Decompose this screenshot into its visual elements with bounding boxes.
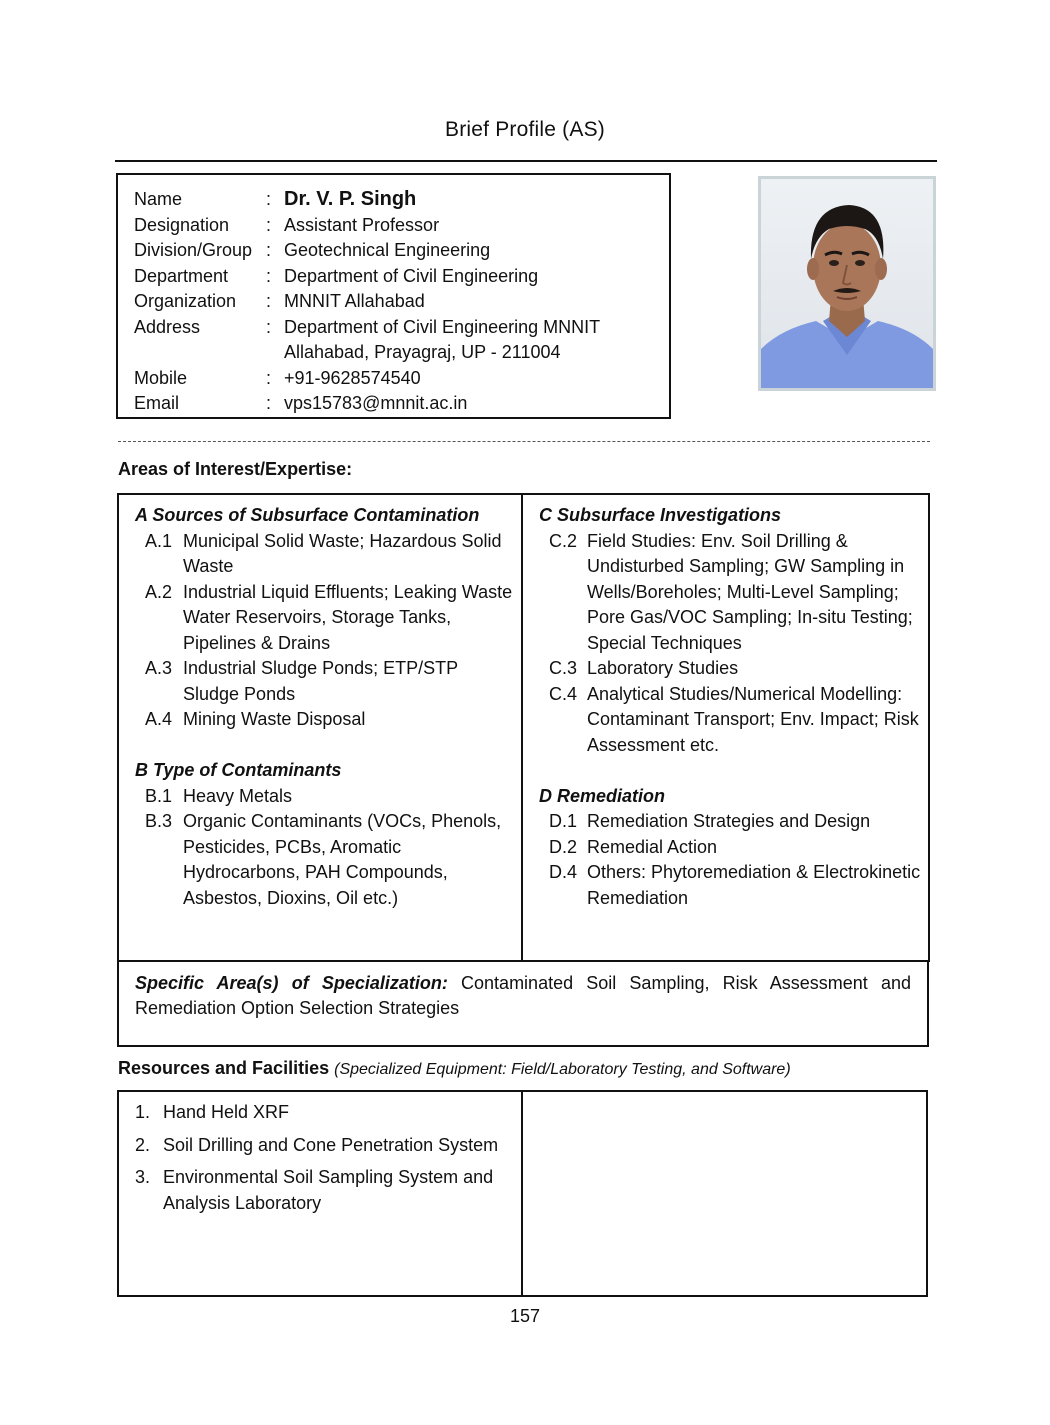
item-text: Industrial Liquid Effluents; Leaking Waste Water Reservoirs, Storage Tanks, Pipelines & Drains	[183, 581, 513, 653]
address-line1: Department of Civil Engineering MNNIT	[284, 317, 601, 337]
list-item	[539, 656, 924, 682]
title-rule	[115, 160, 937, 162]
organization-colon: :	[266, 291, 272, 311]
item-text: Field Studies: Env. Soil Drilling & Undisturbed Sampling; GW Sampling in Wells/Boreholes; Multi-Level Sampling; Pore Gas/VOC Sampling; In-situ Testing; Special Techniques	[587, 530, 913, 653]
designation-label: Designation	[134, 215, 230, 235]
division-label: Division/Group	[134, 240, 253, 260]
list-item	[539, 809, 924, 835]
list-item	[135, 1165, 515, 1216]
item-code: A.2	[145, 581, 173, 602]
resources-note: (Specialized Equipment: Field/Laboratory Testing, and Software)	[334, 1061, 791, 1078]
areas-column-divider	[521, 493, 523, 962]
item-text: Municipal Solid Waste; Hazardous Solid Waste	[183, 530, 502, 576]
item-text: Organic Contaminants (VOCs, Phenols, Pesticides, PCBs, Aromatic Hydrocarbons, PAH Compounds, Asbestos, Dioxins, Oil etc.)	[183, 811, 502, 908]
page-title: Brief Profile (AS)	[445, 118, 605, 141]
address-line2: Allahabad, Prayagraj, UP - 211004	[284, 342, 561, 362]
list-item	[539, 529, 924, 657]
item-number: 1.	[135, 1102, 151, 1122]
item-code: A.3	[145, 658, 173, 678]
specialization-text: Contaminated Soil Sampling, Risk Assessment and Remediation Option Selection Strategies	[135, 973, 911, 1018]
specialization-label: Specific Area(s) of Specialization:	[135, 973, 448, 993]
specialization-box	[117, 960, 929, 1047]
email-colon: :	[266, 393, 272, 413]
mobile-label: Mobile	[134, 368, 188, 388]
resources-heading: Resources and Facilities	[118, 1058, 330, 1078]
address-label: Address	[134, 317, 201, 337]
designation-value: Assistant Professor	[284, 215, 440, 235]
list-item	[135, 656, 515, 707]
areas-right-column	[539, 503, 924, 911]
item-text: Others: Phytoremediation & Electrokinetic Remediation	[587, 862, 921, 908]
mobile-value: +91-9628574540	[284, 368, 421, 388]
item-code: C.4	[549, 683, 578, 704]
profile-photo	[758, 176, 936, 391]
address-colon: :	[266, 317, 272, 337]
resources-list	[135, 1100, 515, 1223]
resources-heading-row	[118, 1058, 791, 1079]
item-text: Soil Drilling and Cone Penetration System	[163, 1134, 499, 1155]
item-code: A.4	[145, 709, 173, 729]
item-text: Analytical Studies/Numerical Modelling: Contaminant Transport; Env. Impact; Risk Assessment etc.	[587, 683, 919, 755]
category-a-title: A Sources of Subsurface Contamination	[135, 505, 480, 525]
organization-value: MNNIT Allahabad	[284, 291, 425, 311]
mobile-colon: :	[266, 368, 272, 388]
areas-heading: Areas of Interest/Expertise:	[118, 459, 353, 479]
category-c-title: C Subsurface Investigations	[539, 505, 782, 525]
item-text: Environmental Soil Sampling System and Analysis Laboratory	[163, 1167, 494, 1213]
organization-label: Organization	[134, 291, 237, 311]
name-label: Name	[134, 189, 183, 209]
department-value: Department of Civil Engineering	[284, 266, 539, 286]
page-number: 157	[509, 1306, 541, 1326]
department-colon: :	[266, 266, 272, 286]
item-text: Hand Held XRF	[163, 1102, 290, 1122]
portrait-illustration	[761, 179, 933, 388]
areas-left-column	[135, 503, 515, 911]
resources-column-divider	[521, 1090, 523, 1297]
item-code: B.3	[145, 811, 173, 831]
item-text: Heavy Metals	[183, 785, 293, 806]
list-item	[135, 1100, 515, 1126]
item-text: Remediation Strategies and Design	[587, 811, 871, 831]
division-value: Geotechnical Engineering	[284, 240, 491, 260]
list-item	[539, 682, 924, 759]
item-number: 2.	[135, 1134, 151, 1155]
item-text: Industrial Sludge Ponds; ETP/STP Sludge Ponds	[183, 658, 458, 704]
item-code: A.1	[145, 530, 173, 551]
division-colon: :	[266, 240, 272, 260]
profile-box	[116, 173, 671, 419]
item-text: Laboratory Studies	[587, 658, 739, 678]
category-d-title: D Remediation	[539, 785, 666, 806]
email-value: vps15783@mnnit.ac.in	[284, 393, 468, 413]
category-b-title: B Type of Contaminants	[135, 760, 342, 780]
list-item	[135, 1133, 515, 1159]
item-code: D.1	[549, 811, 578, 831]
item-text: Mining Waste Disposal	[183, 709, 366, 729]
list-item	[539, 835, 924, 861]
list-item	[135, 529, 515, 580]
areas-box	[117, 493, 930, 962]
item-code: C.3	[549, 658, 578, 678]
item-code: B.1	[145, 785, 173, 806]
list-item	[135, 580, 515, 657]
item-code: D.2	[549, 836, 578, 857]
list-item	[135, 707, 515, 733]
spacer	[135, 733, 515, 759]
item-code: C.2	[549, 530, 578, 551]
list-item	[135, 784, 515, 810]
email-label: Email	[134, 393, 180, 413]
item-number: 3.	[135, 1167, 151, 1187]
name-colon: :	[266, 189, 272, 209]
designation-colon: :	[266, 215, 272, 235]
spacer	[539, 758, 924, 784]
list-item	[135, 809, 515, 911]
name-value: Dr. V. P. Singh	[284, 188, 417, 210]
dashed-separator	[118, 441, 930, 442]
department-label: Department	[134, 266, 229, 286]
list-item	[539, 860, 924, 911]
item-text: Remedial Action	[587, 836, 718, 857]
item-code: D.4	[549, 862, 578, 882]
